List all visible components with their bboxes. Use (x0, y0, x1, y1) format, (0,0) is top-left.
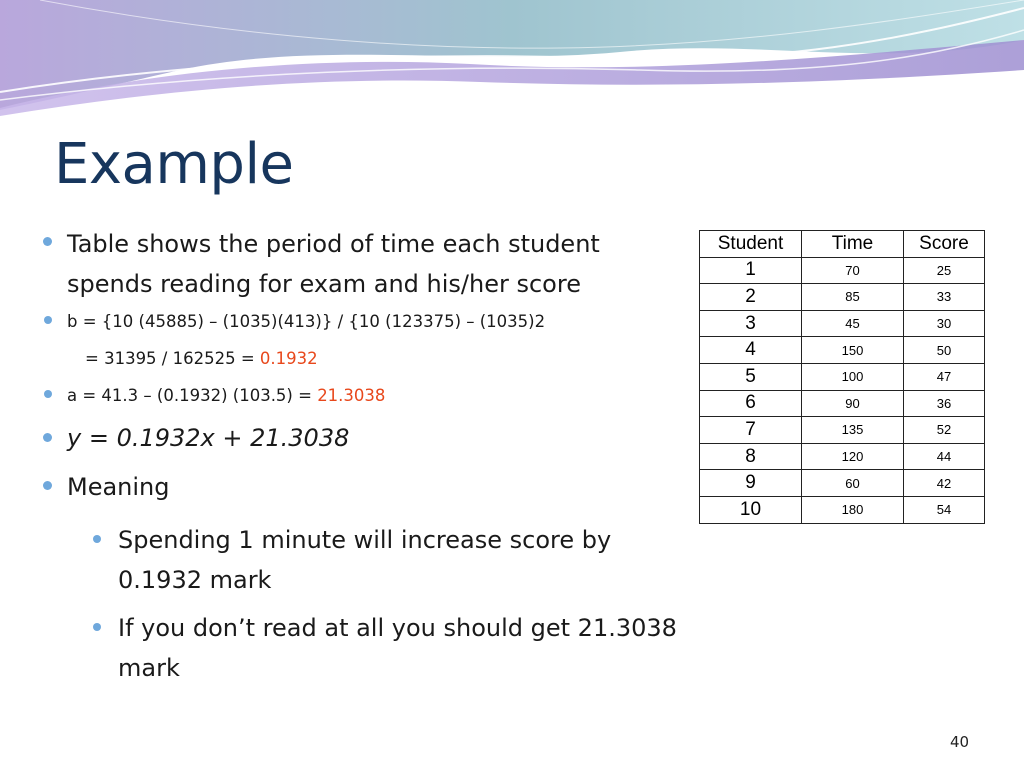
cell-student: 10 (700, 496, 802, 523)
page-title: Example (54, 132, 294, 197)
bullet-intro (40, 224, 690, 304)
cell-time: 45 (802, 310, 904, 337)
cell-student: 5 (700, 363, 802, 390)
bullet-dot-icon (93, 623, 101, 631)
cell-time: 100 (802, 363, 904, 390)
regression-equation: y = 0.1932x + 21.3038 (67, 424, 350, 452)
bullet-dot-icon (93, 535, 101, 543)
cell-score: 44 (904, 443, 985, 470)
table-row (700, 390, 985, 417)
sub-bullet-slope (40, 520, 690, 600)
bullet-a-formula (40, 378, 690, 414)
bullet-dot-icon (44, 390, 52, 398)
bullet-dot-icon (44, 316, 52, 324)
meaning-label: Meaning (67, 473, 170, 501)
bullet-equation (40, 414, 690, 462)
cell-student: 2 (700, 284, 802, 311)
cell-score: 42 (904, 470, 985, 497)
header-wave-decoration (0, 0, 1024, 120)
b-result-line (40, 340, 690, 378)
cell-student: 1 (700, 257, 802, 284)
bullet-intro-text: Table shows the period of time each student spends reading for exam and his/her score (67, 230, 600, 298)
bullet-dot-icon (43, 433, 52, 442)
sub-bullet-intercept (40, 608, 690, 688)
cell-time: 90 (802, 390, 904, 417)
page-number: 40 (950, 733, 970, 751)
cell-time: 120 (802, 443, 904, 470)
table-row (700, 310, 985, 337)
table-row (700, 443, 985, 470)
bullet-dot-icon (43, 481, 52, 490)
cell-score: 25 (904, 257, 985, 284)
student-data-table (699, 230, 985, 524)
table-row (700, 257, 985, 284)
sub-bullet-slope-text: Spending 1 minute will increase score by 0.1932 mark (118, 526, 612, 594)
b-formula-text: b = {10 (45885) – (1035)(413)} / {10 (123375) – (1035)2 (67, 312, 546, 331)
cell-time: 135 (802, 417, 904, 444)
bullet-dot-icon (43, 237, 52, 246)
table-row (700, 470, 985, 497)
cell-time: 150 (802, 337, 904, 364)
slide-content (40, 224, 690, 688)
column-header-student: Student (700, 231, 802, 258)
cell-time: 180 (802, 496, 904, 523)
cell-score: 33 (904, 284, 985, 311)
a-formula-value: 21.3038 (317, 386, 386, 405)
table-header-row (700, 231, 985, 258)
cell-score: 52 (904, 417, 985, 444)
cell-student: 9 (700, 470, 802, 497)
table-row (700, 363, 985, 390)
cell-time: 85 (802, 284, 904, 311)
bullet-meaning (40, 462, 690, 512)
table-row (700, 417, 985, 444)
cell-score: 54 (904, 496, 985, 523)
cell-score: 36 (904, 390, 985, 417)
bullet-b-formula (40, 304, 690, 340)
table-row (700, 284, 985, 311)
cell-student: 8 (700, 443, 802, 470)
cell-student: 3 (700, 310, 802, 337)
sub-bullet-intercept-text: If you don’t read at all you should get 21.3038 mark (118, 614, 677, 682)
column-header-time: Time (802, 231, 904, 258)
cell-student: 4 (700, 337, 802, 364)
cell-score: 47 (904, 363, 985, 390)
b-result-value: 0.1932 (259, 349, 318, 368)
cell-time: 60 (802, 470, 904, 497)
cell-score: 30 (904, 310, 985, 337)
a-formula-prefix: a = 41.3 – (0.1932) (103.5) = (67, 386, 318, 405)
cell-student: 7 (700, 417, 802, 444)
cell-time: 70 (802, 257, 904, 284)
cell-score: 50 (904, 337, 985, 364)
table-row (700, 337, 985, 364)
cell-student: 6 (700, 390, 802, 417)
column-header-score: Score (904, 231, 985, 258)
table-row (700, 496, 985, 523)
b-result-prefix: = 31395 / 162525 = (85, 349, 260, 368)
